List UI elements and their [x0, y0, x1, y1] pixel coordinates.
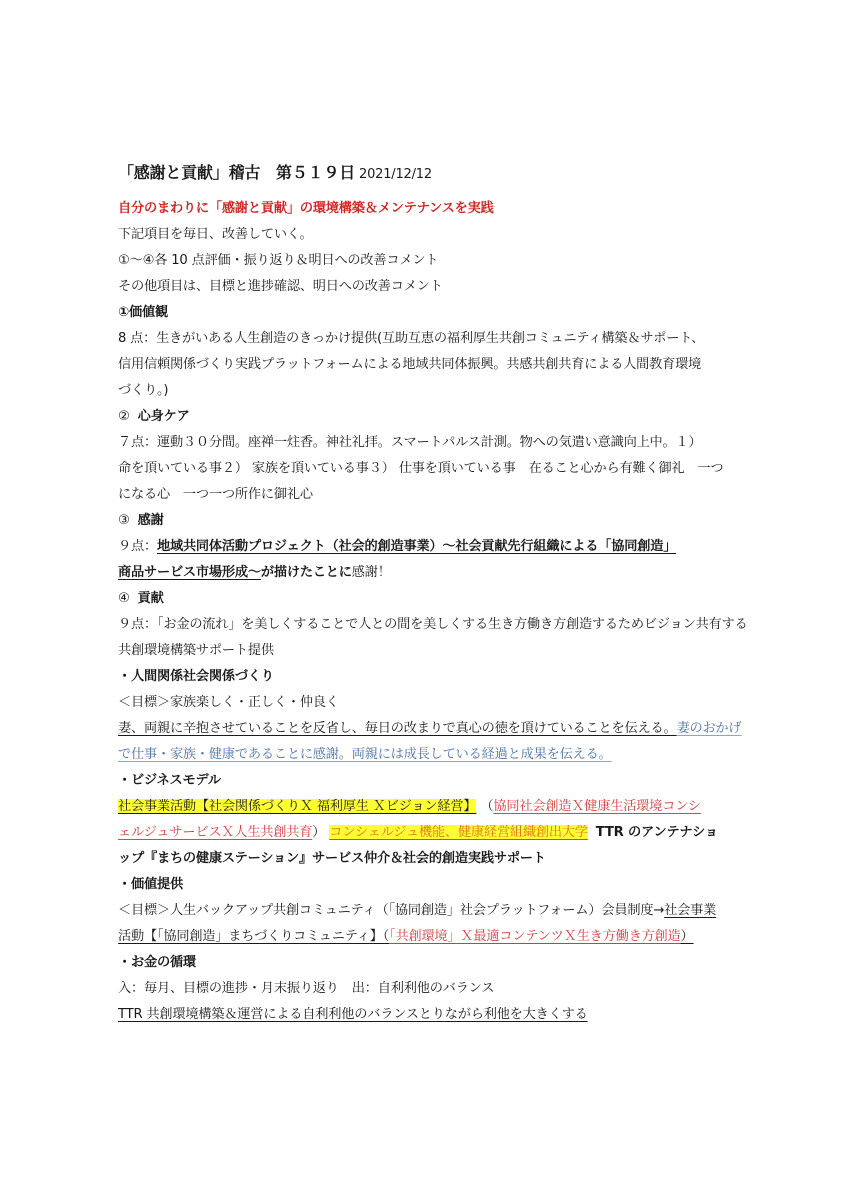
business-highlight: コンシェルジュ機能、健康経営組織創出大学: [329, 825, 588, 840]
score: ９点：: [118, 539, 157, 554]
section-heading-relations: ・人間関係社会関係づくり: [118, 669, 274, 684]
intro-line: ①～④各 10 点評価・振り返り＆明日への改善コメント: [118, 253, 439, 268]
intro-line: その他項目は、目標と進捗確認、明日への改善コメント: [118, 279, 443, 294]
gratitude-text: 地域共同体活動プロジェクト（社会的創造事業）～社会貢献先行組織による「協同創造」: [156, 539, 677, 554]
contribution-line: 共創環境構築サポート提供: [118, 643, 274, 658]
heading-number: ④: [118, 591, 130, 606]
section-heading-gratitude: [118, 508, 748, 534]
business-red: ェルジュサービスＸ人生共創共育: [118, 825, 313, 840]
gratitude-text: 感謝！: [351, 565, 391, 580]
intro-line: 下記項目を毎日、改善していく。: [118, 227, 313, 242]
care-line: になる心 一つ一つ所作に御礼心: [118, 487, 313, 502]
heading-number: ②: [118, 409, 130, 424]
paren: （: [480, 799, 494, 814]
relations-text-blue: 妻のおかげ: [676, 721, 742, 736]
title-date: 2021/12/12: [359, 167, 432, 182]
value-offer-line: [118, 924, 748, 950]
relations-text-blue: で仕事・家族・健康であることに感謝。両親には成長している経過と成果を伝える。: [118, 747, 612, 762]
money-line: 入：毎月、目標の進捗・月末振り返り 出：自利利他のバランス: [118, 981, 495, 996]
heading-text: 心身ケア: [137, 409, 190, 424]
subtitle: 自分のまわりに「感謝と貢献」の環境構築＆メンテナンスを実践: [118, 201, 494, 216]
relations-goal: ＜目標＞家族楽しく・正しく・仲良く: [118, 695, 339, 710]
section-heading-value-offer: ・価値提供: [118, 877, 183, 892]
gratitude-line: [118, 534, 748, 560]
relations-line: [118, 716, 748, 742]
document-page: [118, 158, 748, 1028]
gratitude-text: 商品サービス市場形成～: [118, 565, 261, 580]
title-main: 「感謝と貢献」稽古 第５１９日: [118, 163, 356, 182]
gratitude-line: [118, 560, 748, 586]
paren: ）: [312, 825, 326, 840]
care-line: ７点：運動３０分間。座禅一炷香。神社礼拝。スマートパルス計測。物への気遣い意識向上中。１）: [118, 435, 702, 450]
value-offer-text: ）: [680, 929, 694, 944]
gratitude-text: が描けたことに: [260, 565, 352, 580]
business-line: ップ『まちの健康ステーション』サービス仲介＆社会的創造実践サポート: [118, 851, 546, 866]
relations-text: 妻、両親に辛抱させていることを反省し、毎日の改まりで真心の徳を頂けていることを伝える。: [118, 721, 677, 736]
section-heading-values: ①価値観: [118, 305, 168, 320]
values-line: づくり。): [118, 383, 169, 398]
section-heading-money: ・お金の循環: [118, 955, 196, 970]
business-red: 協同社会創造Ｘ健康生活環境コンシ: [493, 799, 701, 814]
section-heading-business: ・ビジネスモデル: [118, 773, 221, 788]
care-line: 命を頂いている事２） 家族を頂いている事３） 仕事を頂いている事 在ること心から有難く御礼 一つ: [118, 461, 724, 476]
value-offer-text: 活動【「協同創造」まちづくりコミュニティ】（: [118, 929, 390, 944]
page-title: [118, 158, 748, 188]
contribution-line: ９点：「お金の流れ」を美しくすることで人との間を美しくする生き方働き方創造するためビジョン共有する: [118, 617, 748, 632]
business-highlight: 社会事業活動【社会関係づくりＸ 福利厚生 Ｘビジョン経営】: [118, 799, 477, 814]
value-offer-text: ＜目標＞人生バックアップ共創コミュニティ（「協同創造」社会プラットフォーム）会員制度→: [118, 903, 665, 918]
value-offer-line: [118, 898, 748, 924]
business-tail: TTR のアンテナショ: [595, 825, 718, 840]
section-heading-care: [118, 404, 748, 430]
values-line: 信用信頼関係づくり実践プラットフォームによる地域共同体振興。共感共創共育による人間教育環境: [118, 357, 702, 372]
values-line: 8 点：生きがいある人生創造のきっかけ提供(互助互恵の福利厚生共創コミュニティ構築＆サポート、: [118, 331, 705, 346]
value-offer-text: 社会事業: [664, 903, 717, 918]
relations-line: [118, 742, 748, 768]
heading-number: ③: [118, 513, 130, 528]
section-heading-contribution: [118, 586, 748, 612]
business-line: [118, 794, 748, 820]
business-line: [118, 820, 748, 846]
heading-text: 感謝: [137, 513, 164, 528]
heading-text: 貢献: [137, 591, 164, 606]
money-line: TTR 共創環境構築＆運営による自利利他のバランスとりながら利他を大きくする: [118, 1007, 588, 1022]
value-offer-red: 「共創環境」Ｘ最適コンテンツＸ生き方働き方創造: [389, 929, 681, 944]
